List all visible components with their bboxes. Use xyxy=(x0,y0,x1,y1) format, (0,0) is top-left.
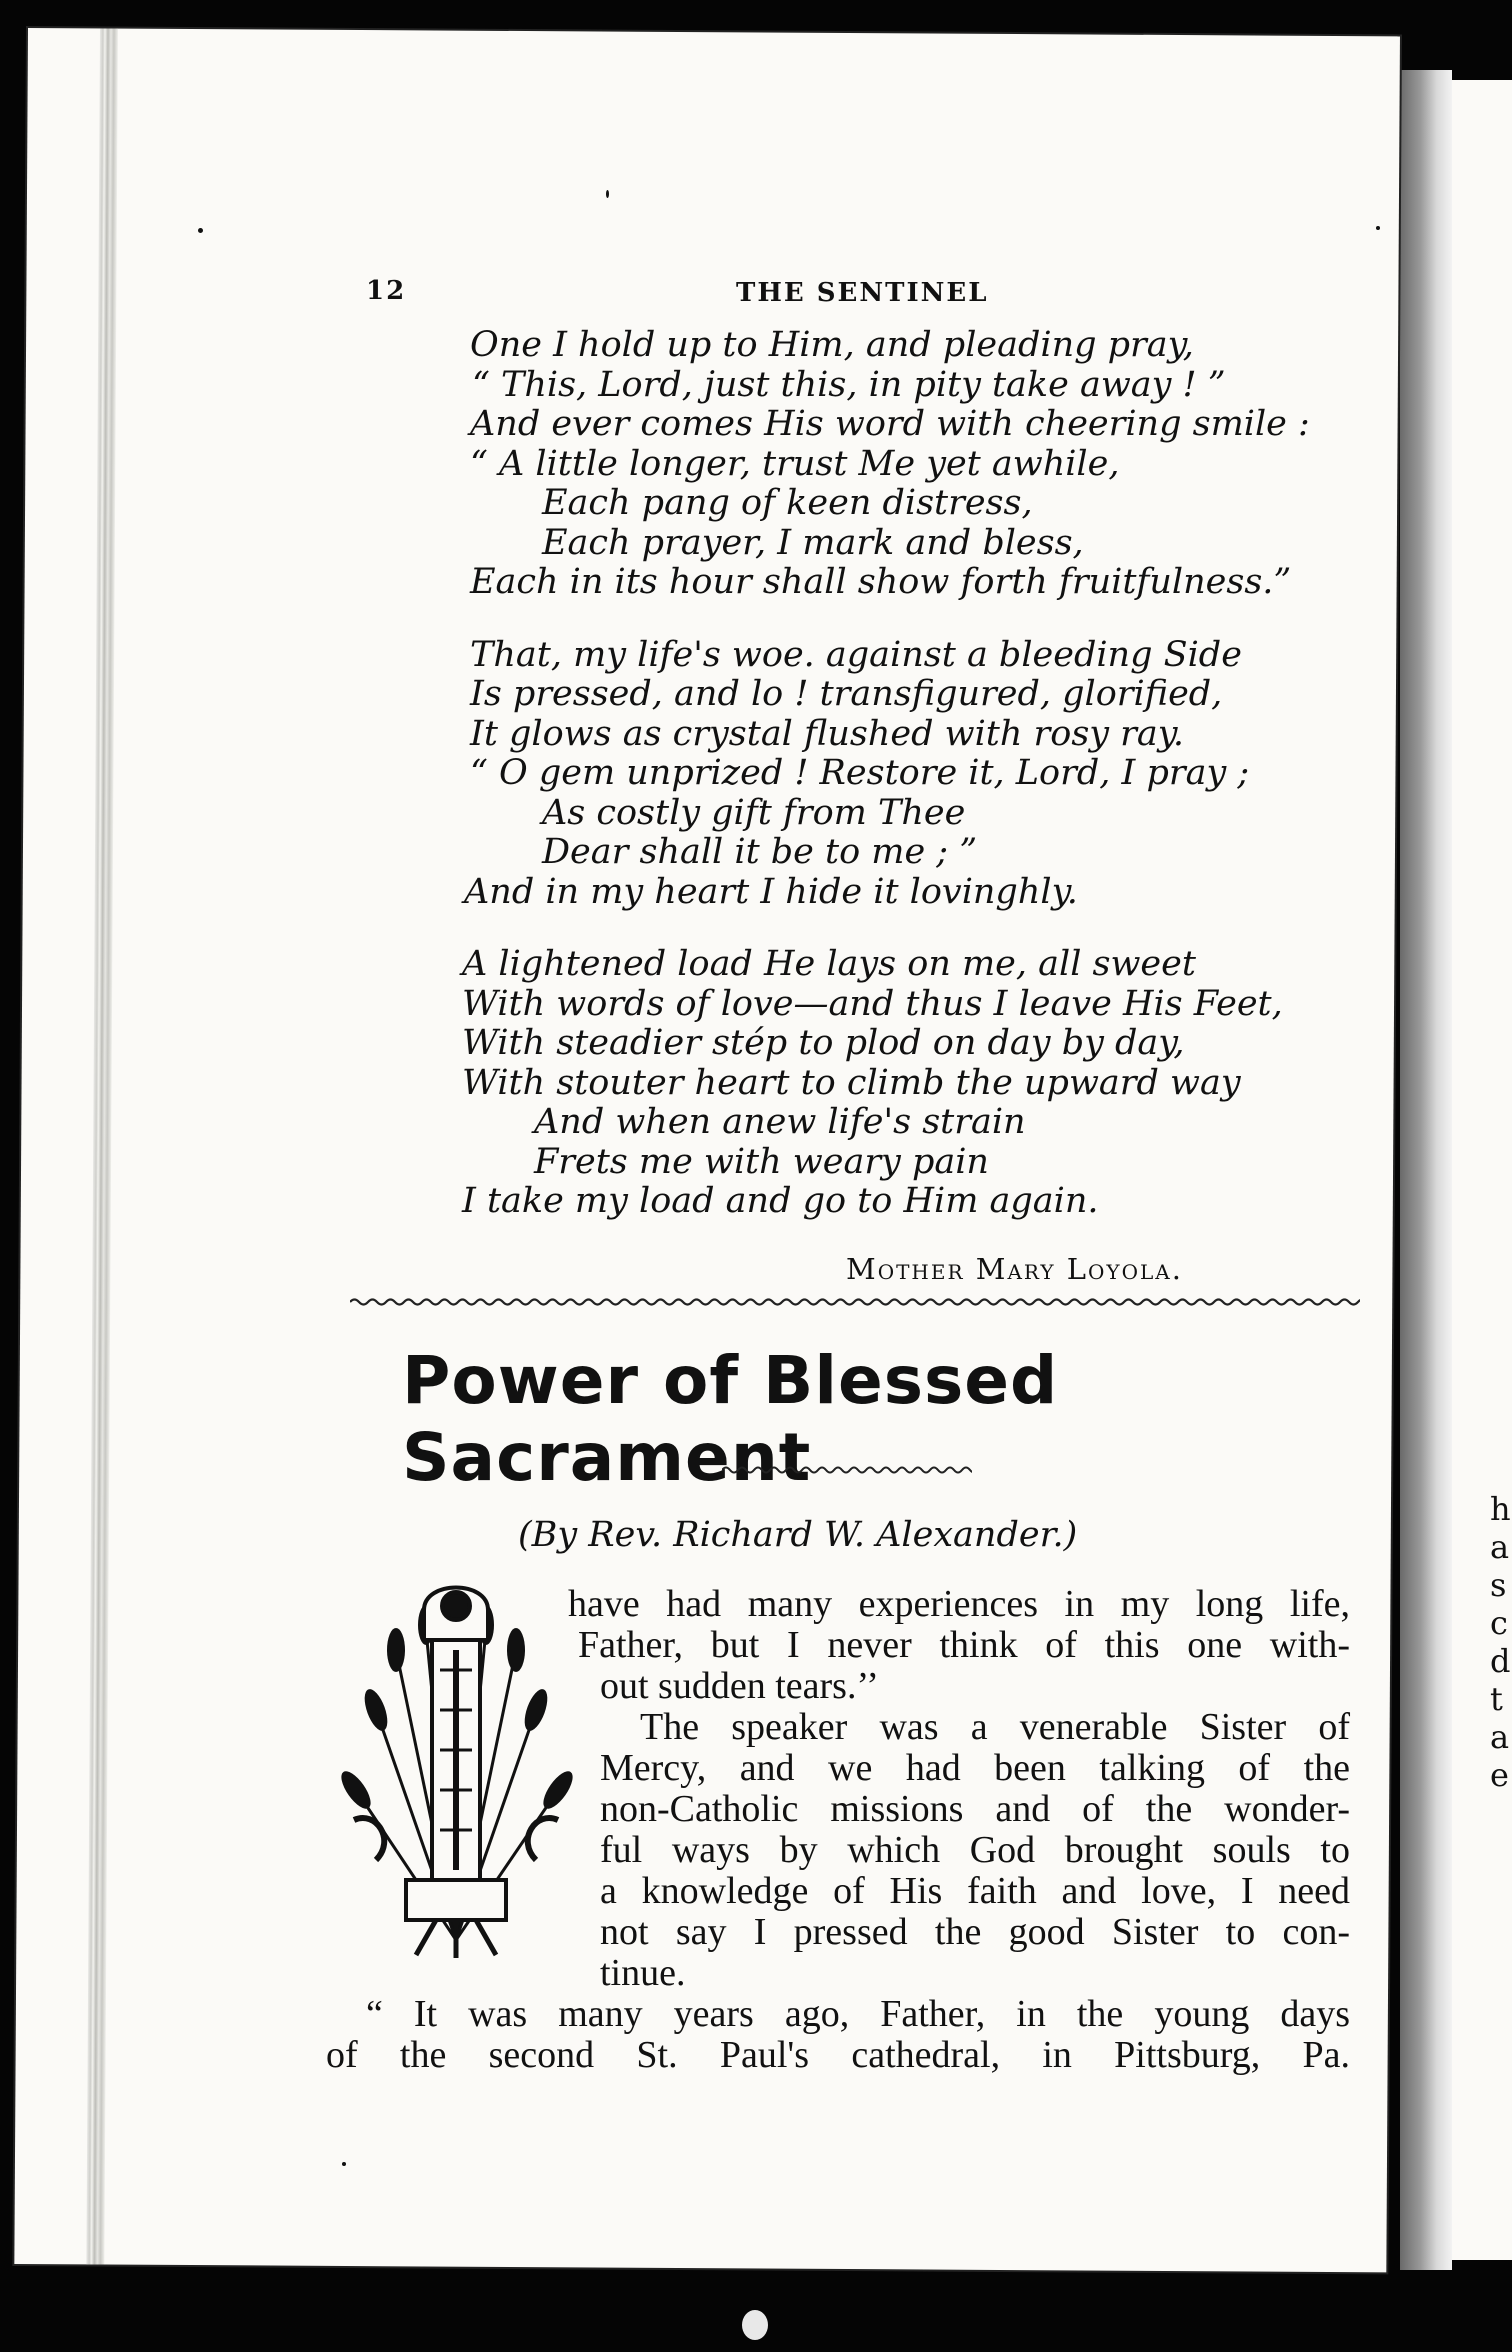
facing-page-letters xyxy=(1490,1490,1511,1794)
text-line: not say I pressed the good Sister to con- xyxy=(600,1911,1350,1953)
facing-page-letter: s xyxy=(1490,1566,1507,1604)
poem-line: Each in its hour shall show forth fruitfulness.” xyxy=(470,562,1292,602)
journal-title: THE SENTINEL xyxy=(736,278,989,308)
poem-line: One I hold up to Him, and pleading pray, xyxy=(470,325,1194,365)
facing-page-letter: a xyxy=(1490,1528,1510,1566)
scan-speck xyxy=(606,190,609,198)
article-paragraph-2 xyxy=(326,1994,1350,2076)
poem xyxy=(462,325,1370,1255)
scan-speck xyxy=(742,2310,768,2340)
text-line: The speaker was a venerable Sister of xyxy=(640,1706,1350,1748)
text-line: of the second St. Paul's cathedral, in Pittsburg, Pa. xyxy=(326,2034,1350,2076)
facing-page xyxy=(1452,80,1512,2260)
short-wavy-divider xyxy=(722,1460,972,1478)
poem-line: With stouter heart to climb the upward way xyxy=(462,1062,1241,1103)
poem-line: With words of love—and thus I leave His Feet, xyxy=(462,983,1283,1024)
poem-line: “ A little longer, trust Me yet awhile, xyxy=(470,443,1120,484)
running-head xyxy=(0,276,1512,316)
poem-line: That, my life's woe. against a bleeding Side xyxy=(470,634,1242,675)
text-line: have had many experiences in my long life, xyxy=(568,1583,1350,1625)
text-line: a knowledge of His faith and love, I need xyxy=(600,1870,1350,1912)
poem-line: Dear shall it be to me ; ” xyxy=(542,832,978,872)
poem-line: Each prayer, I mark and bless, xyxy=(542,522,1084,563)
text-line: Father, but I never think of this one with- xyxy=(578,1624,1350,1666)
scan-speck xyxy=(342,2162,346,2166)
poem-line: I take my load and go to Him again. xyxy=(462,1181,1099,1221)
facing-page-letter: e xyxy=(1490,1756,1509,1794)
facing-page-letter: t xyxy=(1490,1680,1503,1718)
poem-line: It glows as crystal flushed with rosy ray. xyxy=(470,713,1185,754)
poem-line: And when anew life's strain xyxy=(534,1102,1026,1142)
scan-speck xyxy=(1376,226,1380,230)
facing-page-letter: d xyxy=(1490,1642,1511,1680)
poem-stanza-2 xyxy=(464,634,1370,913)
poem-author: Mother Mary Loyola. xyxy=(846,1252,1183,1286)
poem-line: And in my heart I hide it lovinghly. xyxy=(464,871,1078,912)
article-paragraph-1 xyxy=(568,1584,1350,1994)
poem-line: A lightened load He lays on me, all sweet xyxy=(462,944,1196,984)
text-line: “ It was many years ago, Father, in the young days xyxy=(366,1993,1350,2035)
page-edge-shadow xyxy=(1400,70,1452,2270)
wavy-divider xyxy=(350,1292,1360,1312)
facing-page-letter: c xyxy=(1490,1604,1508,1642)
scan-speck xyxy=(198,228,203,233)
poem-line: As costly gift from Thee xyxy=(542,792,966,833)
poem-line: “ O gem unprized ! Restore it, Lord, I pray ; xyxy=(470,753,1250,793)
text-line: non-Catholic missions and of the wonder- xyxy=(600,1788,1350,1830)
text-line: Mercy, and we had been talking of the xyxy=(600,1747,1350,1789)
poem-line: Is pressed, and lo ! transfigured, glorified, xyxy=(470,674,1223,714)
gutter-edge xyxy=(86,28,118,2264)
facing-page-letter: h xyxy=(1490,1490,1511,1528)
article-title: Power of Blessed Sacrament xyxy=(402,1342,1059,1496)
poem-stanza-1 xyxy=(470,326,1370,603)
text-line: out sudden tears.’’ xyxy=(600,1665,879,1707)
poem-line: Each pang of keen distress, xyxy=(542,483,1033,523)
poem-line: “ This, Lord, just this, in pity take away ! ” xyxy=(472,364,1226,405)
poem-line: With steadier stép to plod on day by day, xyxy=(462,1023,1185,1063)
poem-line: And ever comes His word with cheering smile : xyxy=(470,404,1310,444)
poem-stanza-3 xyxy=(462,945,1370,1222)
page-number: 12 xyxy=(366,276,407,306)
poem-line: Frets me with weary pain xyxy=(534,1141,989,1182)
facing-page-letter: a xyxy=(1490,1718,1510,1756)
text-line: tinue. xyxy=(600,1952,686,1994)
ornamental-drop-cap xyxy=(336,1570,576,1960)
text-line: ful ways by which God brought souls to xyxy=(600,1829,1350,1871)
article-byline: (By Rev. Richard W. Alexander.) xyxy=(518,1515,1078,1555)
